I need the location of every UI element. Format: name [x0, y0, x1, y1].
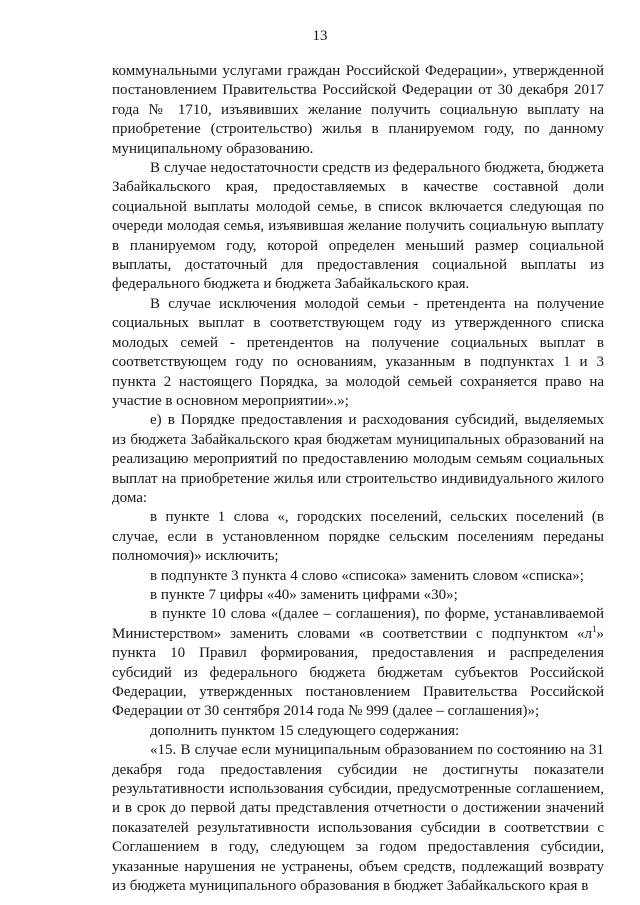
paragraph: в подпункте 3 пункта 4 слово «списока» заменить словом «списка»; [150, 567, 584, 584]
paragraph-text: » пункта 10 Правил формирования, предоставления и распределения субсидий из федерального бюджета бюджетам субъектов Российской Федерации, утвержденных постановлением Правительства Российской Федерации от 30 сентября 2014 года № 999 (далее – соглашения)»; [112, 625, 604, 720]
page-number: 13 [312, 28, 328, 44]
paragraph: е) в Порядке предоставления и расходования субсидий, выделяемых из бюджета Забайкальского края бюджетам муниципальных образований на реализацию мероприятий по предоставлению молодым семьям социальных выплат на приобретение жилья или строительство индивидуального жилого дома: [112, 412, 604, 506]
paragraph: в пункте 7 цифры «40» заменить цифрами «30»; [150, 586, 458, 603]
paragraph: в пункте 1 слова «, городских поселений, сельских поселений (в случае, если в установленном порядке сельским поселениям переданы полномочия)» исключить; [112, 509, 604, 565]
paragraph: дополнить пунктом 15 следующего содержания: [150, 722, 460, 739]
paragraph: коммунальными услугами граждан Российской Федерации», утвержденной постановлением Правительства Российской Федерации от 30 декабря 2017 года № 1710, изъявивших желание получить социальную выплату на приобретение (строительство) жилья в планируемом году, по данному муниципальному образованию. [112, 63, 604, 157]
paragraph-text: в пункте 10 слова «(далее – соглашения), по форме, устанавливаемой Министерством» заменить словами «в соответствии с подпунктом «л [112, 606, 604, 642]
document-body [112, 62, 604, 896]
paragraph [112, 605, 604, 721]
paragraph: «15. В случае если муниципальным образованием по состоянию на 31 декабря года предоставления субсидии не достигнуты показатели результативности использования субсидии, предусмотренные соглашением, и в срок до первой даты представления отчетности о достижении значений показателей результативности использования субсидии в соответствии с Соглашением в году, следующем за годом предоставления субсидии, указанные нарушения не устранены, объем средств, подлежащий возврату из бюджета муниципального образования в бюджет Забайкальского края в [112, 742, 604, 895]
paragraph: В случае недостаточности средств из федерального бюджета, бюджета Забайкальского края, предоставляемых в качестве составной доли социальной выплаты молодой семье, в список включается следующая по очереди молодая семья, изъявившая желание получить социальную выплату в планируемом году, которой определен меньший размер социальной выплаты, достаточный для предоставления социальной выплаты из федерального бюджета и бюджета Забайкальского края. [112, 160, 604, 293]
superscript: 1 [592, 623, 597, 634]
paragraph: В случае исключения молодой семьи - претендента на получение социальных выплат в соответствующем году из утвержденного списка молодых семей - претендентов на получение социальных выплат в соответствующем году по основаниям, указанным в подпунктах 1 и 3 пункта 2 настоящего Порядка, за молодой семьей сохраняется право на участие в основном мероприятии».»; [112, 295, 604, 409]
